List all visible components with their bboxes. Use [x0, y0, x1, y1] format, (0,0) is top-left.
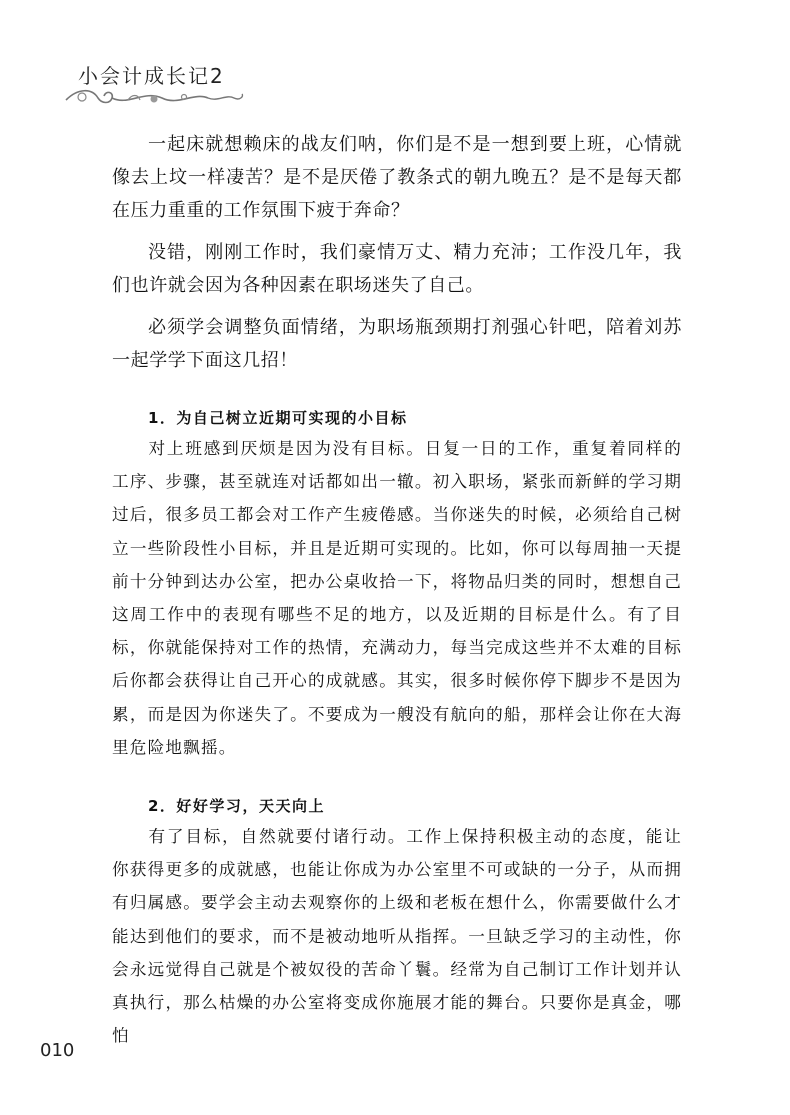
intro-paragraph: 必须学会调整负面情绪，为职场瓶颈期打剂强心针吧，陪着刘苏一起学学下面这几招！ [112, 317, 682, 371]
section-heading: 2．好好学习，天天向上 [148, 797, 325, 815]
intro-paragraph: 没错，刚刚工作时，我们豪情万丈、精力充沛；工作没几年，我们也许就会因为各种因素在职场迷失了自己。 [112, 242, 682, 296]
intro-section [112, 128, 682, 386]
page-number: 010 [40, 1040, 75, 1061]
section-heading: 1．为自己树立近期可实现的小目标 [148, 409, 408, 427]
section-body: 有了目标，自然就要付诸行动。工作上保持积极主动的态度，能让你获得更多的成就感，也能让你成为办公室里不可或缺的一分子，从而拥有归属感。要学会主动去观察你的上级和老板在想什么，你需要做什么才能达到他们的要求，而不是被动地听从指挥。一旦缺乏学习的主动性，你会永远觉得自己就是个被奴役的苦命丫鬟。经常为自己制订工作计划并认真执行，那么枯燥的办公室将变成你施展才能的舞台。只要你是真金，哪怕 [112, 827, 682, 1046]
section-body: 对上班感到厌烦是因为没有目标。日复一日的工作，重复着同样的工序、步骤，甚至就连对话都如出一辙。初入职场，紧张而新鲜的学习期过后，很多员工都会对工作产生疲倦感。当你迷失的时候，必须给自己树立一些阶段性小目标，并且是近期可实现的。比如，你可以每周抽一天提前十分钟到达办公室，把办公桌收拾一下，将物品归类的同时，想想自己这周工作中的表现有哪些不足的地方，以及近期的目标是什么。有了目标，你就能保持对工作的热情，充满动力，每当完成这些并不太难的目标后你都会获得让自己开心的成就感。其实，很多时候你停下脚步不是因为累，而是因为你迷失了。不要成为一艘没有航向的船，那样会让你在大海里危险地飘摇。 [112, 439, 682, 757]
intro-paragraph: 一起床就想赖床的战友们呐，你们是不是一想到要上班，心情就像去上坟一样凄苦？是不是厌倦了教条式的朝九晚五？是不是每天都在压力重重的工作氛围下疲于奔命？ [112, 134, 682, 221]
book-title: 小会计成长记2 [78, 64, 225, 88]
ornament-icon [58, 86, 248, 110]
